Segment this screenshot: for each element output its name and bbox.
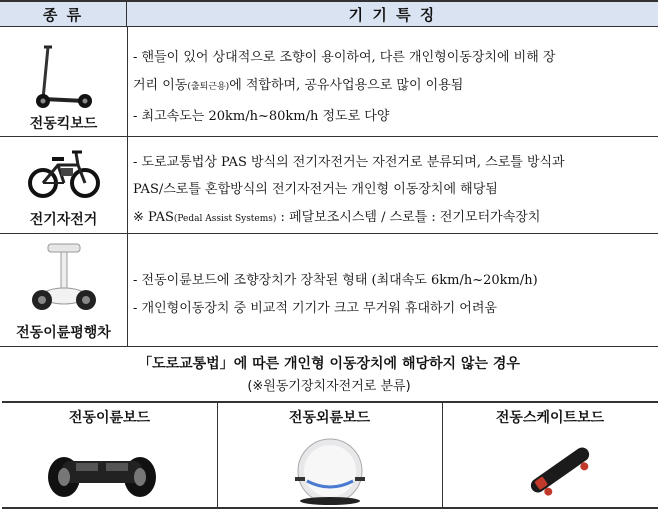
- excluded-cell: [217, 403, 443, 507]
- device-cell: [0, 234, 128, 346]
- device-row-kickboard: [0, 27, 658, 137]
- excluded-cell: [442, 403, 658, 507]
- segway-icon: [30, 240, 98, 316]
- device-desc: [127, 137, 658, 233]
- excluded-devices-table: [2, 401, 658, 509]
- desc-line: - 도로교통법상 PAS 방식의 전기자전거는 자전거로 분류되며, 스로틀 방식과: [133, 155, 565, 170]
- excluded-name: 전동이륜보드: [68, 410, 151, 426]
- desc-line: ※ PAS(Pedal Assist Systems) : 페달보조시스템 / 스로틀 : 전기모터가속장치: [133, 210, 541, 225]
- header-features: 기 기 특 징: [127, 0, 658, 27]
- device-cell: [0, 137, 128, 233]
- unicycle-icon: [287, 431, 373, 507]
- device-cell: [0, 27, 128, 136]
- device-name: 전동킥보드: [29, 116, 98, 132]
- desc-line: - 개인형이동장치 중 비교적 기기가 크고 무거워 휴대하기 어려움: [133, 301, 497, 316]
- ebike-icon: [28, 147, 100, 199]
- notice-title: 「도로교통법」에 따른 개인형 이동장치에 해당하지 않는 경우: [138, 356, 520, 372]
- excluded-name: 전동스케이트보드: [495, 410, 605, 426]
- device-row-ebike: [0, 137, 658, 234]
- excluded-name: 전동외륜보드: [288, 410, 371, 426]
- hoverboard-icon: [42, 443, 162, 503]
- skateboard-icon: [520, 437, 600, 503]
- device-desc: [127, 234, 658, 346]
- device-desc: [127, 27, 658, 136]
- device-row-segway: [0, 234, 658, 347]
- desc-line: PAS/스로틀 혼합방식의 전기자전거는 개인형 이동장치에 해당됨: [133, 182, 498, 197]
- desc-line: - 전동이륜보드에 조향장치가 장착된 형태 (최대속도 6km/h~20km/h): [133, 273, 538, 288]
- notice-subtitle: (※원동기장치자전거로 분류): [247, 379, 411, 394]
- desc-line: 거리 이동(출퇴근용)에 적합하며, 공유사업용으로 많이 이용됨: [133, 78, 464, 93]
- device-name: 전동이륜평행차: [16, 325, 111, 341]
- desc-line: - 최고속도는 20km/h~80km/h 정도로 다양: [133, 109, 390, 124]
- device-name: 전기자전거: [29, 212, 98, 228]
- header-type: 종 류: [0, 0, 127, 27]
- kickscooter-icon: [30, 41, 96, 111]
- excluded-cell: [2, 403, 218, 507]
- desc-line: - 핸들이 있어 상대적으로 조향이 용이하여, 다른 개인형이동장치에 비해 장: [133, 50, 556, 65]
